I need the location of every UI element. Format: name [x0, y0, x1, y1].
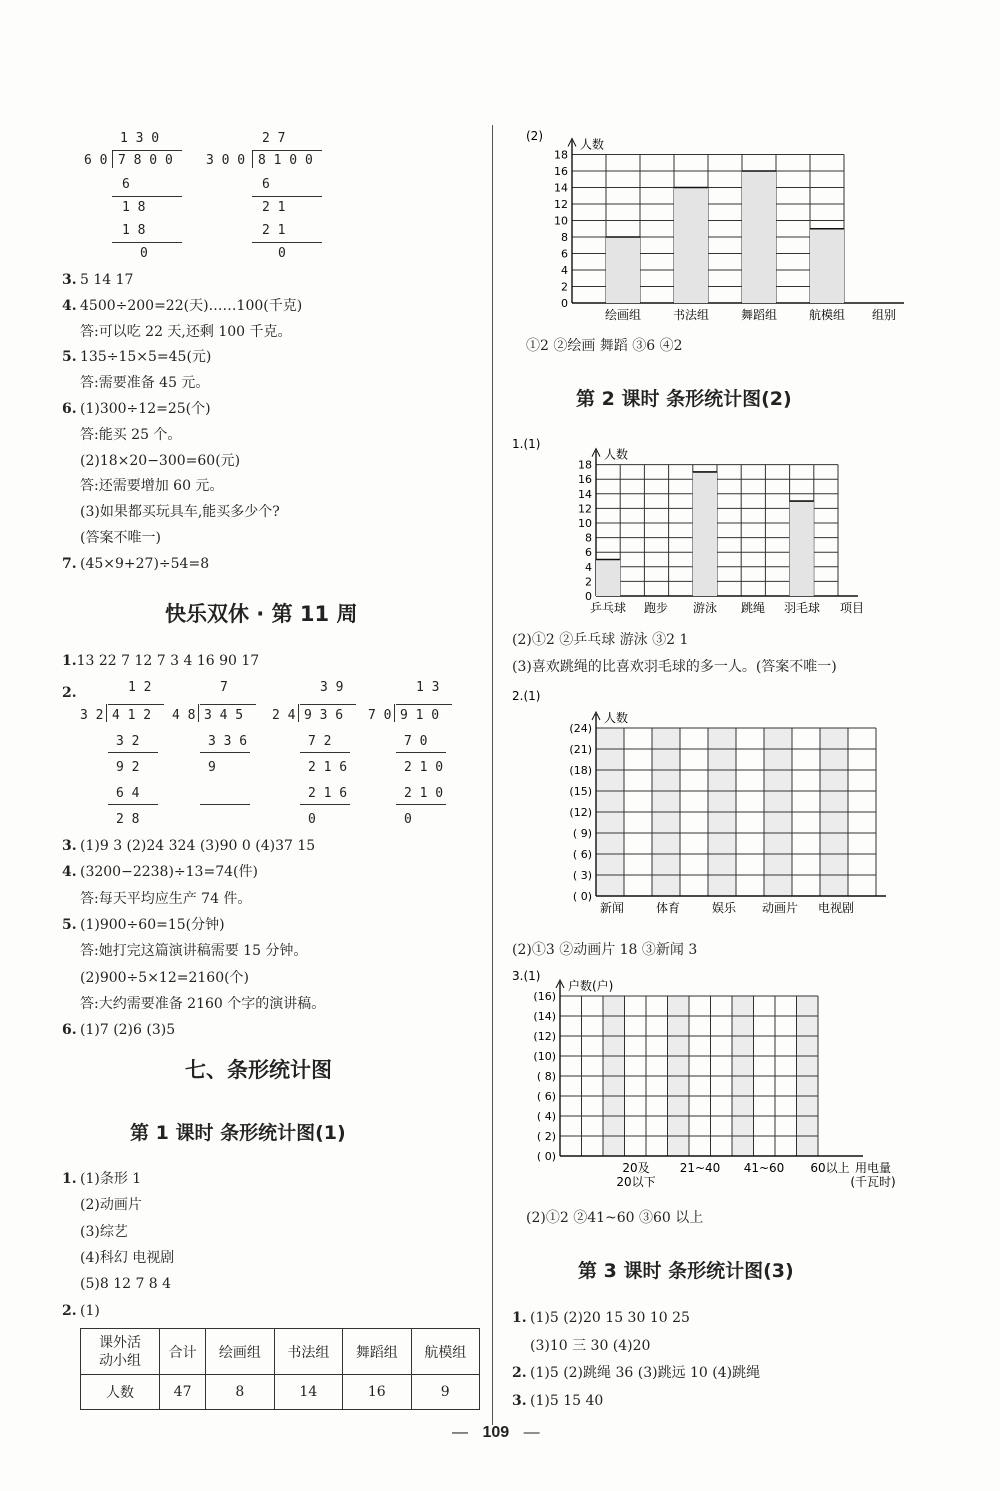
category-label: 跳绳 — [740, 601, 766, 615]
tick-label: 6 — [561, 247, 568, 261]
answer-text: (4)科幻 电视剧 — [80, 1249, 175, 1266]
division-line — [396, 752, 446, 753]
bar — [606, 237, 640, 303]
tick-label: 4 — [585, 560, 592, 574]
category-label: 绘画组 — [604, 308, 642, 322]
question-number: 2. — [62, 1302, 77, 1319]
division-d: 2 4 — [272, 708, 296, 723]
tick-label: 16 — [554, 165, 568, 178]
answer-line — [62, 916, 225, 934]
division-b: 9 — [208, 760, 216, 775]
tick-label: 10 — [578, 517, 592, 530]
division-line — [108, 752, 158, 753]
question-number: 1. — [62, 1171, 77, 1187]
tick-label: ( 6) — [572, 848, 592, 861]
answer-line — [62, 1170, 141, 1188]
division-n: 9 1 0 — [400, 708, 440, 723]
division-a: 7 2 — [308, 734, 332, 749]
remainder: 0 — [140, 246, 148, 261]
answer-line — [62, 995, 325, 1013]
division-d: 3 2 — [80, 708, 104, 723]
answer-text: 答:可以吃 22 天,还剩 100 千克。 — [80, 323, 292, 340]
tick-label: 8 — [585, 531, 592, 545]
bar-chart-3 — [508, 688, 888, 918]
tick-label: ( 3) — [572, 869, 592, 882]
answer-line — [512, 1337, 650, 1355]
category-label: 游泳 — [692, 601, 718, 615]
answer-text: 答:大约需要准备 2160 个字的演讲稿。 — [80, 995, 326, 1012]
answer-text: 答:还需要增加 60 元。 — [80, 478, 224, 495]
answer-text: (2)900÷5×12=2160(个) — [80, 969, 250, 986]
tick-label: 2 — [585, 575, 592, 589]
answer-line — [62, 529, 161, 547]
chart-label: 3.(1) — [512, 969, 541, 983]
tick-label: (15) — [569, 785, 592, 798]
question-number: 1. — [62, 653, 77, 669]
answer-text: 135÷15×5=45(元) — [80, 349, 212, 366]
division-line — [396, 704, 452, 705]
partial-product: 6 — [262, 177, 270, 192]
tick-label: 18 — [578, 458, 592, 472]
division-c: 2 1 0 — [404, 786, 444, 801]
answer-text: (5)8 12 7 8 4 — [80, 1276, 172, 1293]
answer-line — [62, 323, 292, 341]
chart-label: 1.(1) — [512, 437, 541, 451]
table-header-cell: 书法组 — [274, 1329, 342, 1375]
answer-line — [62, 1249, 174, 1267]
page-number: 109 — [482, 1424, 510, 1441]
quotient: 1 3 0 — [120, 131, 160, 146]
answer-line — [62, 374, 209, 392]
bar — [810, 229, 844, 303]
division-a: 7 0 — [404, 734, 428, 749]
tick-label: ( 6) — [536, 1090, 556, 1103]
lesson-title-3: 第 3 课时 条形统计图(3) — [578, 1260, 794, 1282]
tick-label: 4 — [561, 264, 568, 277]
question-number: 1. — [512, 1310, 527, 1326]
answer-text: 答:每天平均应生产 74 件。 — [80, 890, 252, 907]
table-header-cell: 航模组 — [411, 1329, 479, 1375]
division-d: 7 0 — [368, 708, 392, 723]
answer-text: 答:能买 25 个。 — [80, 426, 182, 443]
tick-label: 8 — [561, 231, 568, 244]
answer-text: (1)5 (2)跳绳 36 (3)跳远 10 (4)跳绳 — [530, 1365, 761, 1381]
division-bracket — [106, 704, 107, 722]
answer-text: (1)9 3 (2)24 324 (3)90 0 (4)37 15 — [80, 838, 316, 854]
tick-label: (21) — [569, 743, 592, 756]
tick-label: 2 — [561, 280, 568, 294]
tick-label: ( 2) — [536, 1130, 556, 1143]
x-axis-label: 用电量 — [854, 1161, 892, 1175]
division-c: 6 4 — [116, 786, 140, 801]
answer-line — [62, 555, 209, 573]
division-q: 1 2 — [128, 680, 152, 695]
tick-label: 10 — [554, 214, 568, 228]
answer-line: (2)①2 ②乒乓球 游泳 ③2 1 — [512, 632, 689, 648]
category-label: 乒乓球 — [589, 601, 627, 615]
table-cell: 人数 — [81, 1375, 160, 1410]
x-axis-label: 项目 — [839, 601, 865, 615]
answer-text: (2)18×20−300=60(元) — [80, 452, 241, 469]
answer-line — [62, 890, 251, 908]
quotient: 2 7 — [262, 131, 286, 146]
table-header-cell: 课外活 动小组 — [81, 1329, 160, 1375]
category-label: 跑步 — [643, 601, 669, 615]
tick-label: (16) — [533, 990, 556, 1003]
question-number: 2. — [512, 1365, 527, 1381]
division-r: 0 — [308, 812, 316, 827]
answer-text: (1)5 15 40 — [530, 1392, 604, 1409]
answer-line — [62, 1021, 175, 1039]
answer-line — [62, 1302, 100, 1320]
division-b: 2 1 6 — [308, 760, 348, 775]
category-label: 娱乐 — [711, 901, 737, 915]
tick-label: 14 — [554, 181, 568, 195]
tick-label: ( 8) — [536, 1070, 556, 1083]
y-axis-label: 人数 — [604, 711, 629, 725]
category-label: 20及 — [622, 1161, 650, 1175]
division-bracket — [298, 704, 299, 722]
bar — [742, 171, 776, 303]
question-number: 3. — [62, 838, 77, 854]
dividend: 8 1 0 0 — [258, 153, 313, 168]
tick-label: (10) — [533, 1050, 556, 1063]
division-r: 2 8 — [116, 812, 140, 827]
answer-line — [62, 1275, 171, 1293]
divisor: 3 0 0 — [206, 153, 246, 168]
answer-text: 答:需要准备 45 元。 — [80, 375, 210, 392]
x-axis-label: 组别 — [871, 308, 897, 322]
tick-label: (18) — [569, 764, 592, 777]
lesson-title-1: 第 1 课时 条形统计图(1) — [130, 1122, 346, 1144]
division-n: 4 1 2 — [112, 708, 152, 723]
y-axis-label: 户数(户) — [568, 979, 614, 993]
division-q: 7 — [220, 680, 228, 695]
tick-label: 6 — [585, 546, 592, 560]
answer-text: 答:她打完这篇演讲稿需要 15 分钟。 — [80, 943, 308, 960]
question-number: 5. — [62, 349, 77, 366]
answer-text: 4500÷200=22(天)……100(千克) — [80, 297, 303, 314]
category-label: 航模组 — [808, 308, 846, 322]
category-label: 21~40 — [679, 1161, 721, 1175]
table-cell: 16 — [343, 1375, 411, 1410]
answer-line: ①2 ②绘画 舞蹈 ③6 ④2 — [526, 338, 683, 354]
answer-line — [62, 969, 249, 987]
tick-label: 16 — [578, 473, 592, 487]
category-label: 电视剧 — [817, 901, 855, 915]
division-line — [200, 804, 250, 805]
table-header-cell: 舞蹈组 — [343, 1329, 411, 1375]
category-label: 60以上 — [810, 1161, 850, 1175]
division-line — [108, 704, 164, 705]
answer-text: (3)综艺 — [80, 1223, 128, 1240]
division-q: 3 9 — [320, 680, 344, 695]
answer-line — [62, 503, 280, 521]
lesson-title-2: 第 2 课时 条形统计图(2) — [576, 388, 792, 410]
answer-line — [62, 652, 259, 670]
category-label: 舞蹈组 — [740, 308, 778, 322]
tick-label: (24) — [569, 722, 592, 735]
answer-line — [62, 837, 315, 855]
tick-label: 18 — [554, 148, 568, 162]
answer-line — [62, 271, 133, 289]
x-axis-unit: (千瓦时) — [850, 1175, 896, 1189]
question-number: 4. — [62, 864, 77, 881]
question-number: 3. — [512, 1392, 527, 1409]
tick-label: (12) — [533, 1030, 556, 1043]
question-number: 2. — [62, 685, 77, 701]
table-cell: 47 — [160, 1375, 206, 1410]
table-cell: 9 — [411, 1375, 479, 1410]
division-n: 9 3 6 — [304, 708, 344, 723]
answer-line — [62, 297, 302, 315]
question-number: 5. — [62, 916, 77, 933]
y-axis-label: 人数 — [580, 137, 605, 152]
tick-label: 14 — [578, 487, 592, 501]
partial-remainder: 2 1 — [262, 200, 286, 215]
answer-text: (3)如果都买玩具车,能买多少个? — [80, 504, 280, 521]
y-axis-label: 人数 — [604, 447, 629, 462]
answer-line: (2)①2 ②41~60 ③60 以上 — [526, 1210, 704, 1226]
answer-line — [62, 863, 258, 881]
tick-label: ( 4) — [536, 1110, 556, 1123]
chart-label: (2) — [526, 129, 543, 143]
table-cell: 14 — [274, 1375, 342, 1410]
tick-label: 0 — [561, 297, 568, 310]
bar — [693, 472, 717, 596]
answer-line — [62, 426, 181, 444]
divisor: 6 0 — [84, 153, 108, 168]
bar-chart-1 — [520, 128, 910, 328]
bar — [596, 560, 620, 597]
tick-label: (12) — [569, 806, 592, 819]
partial-product: 2 1 — [262, 223, 286, 238]
division-bracket — [198, 704, 199, 722]
answer-line — [512, 1392, 603, 1410]
division-bracket — [252, 150, 253, 168]
answer-text: (1)5 (2)20 15 30 10 25 — [530, 1310, 690, 1326]
remainder: 0 — [278, 246, 286, 261]
category-label: 20以下 — [616, 1175, 656, 1189]
answer-line — [62, 400, 211, 418]
chapter-title: 七、条形统计图 — [185, 1058, 332, 1082]
table-header-cell: 绘画组 — [206, 1329, 274, 1375]
division-bar — [112, 150, 182, 151]
division-line — [300, 804, 350, 805]
column-divider — [492, 125, 493, 1425]
answer-text: (3)10 三 30 (4)20 — [530, 1337, 651, 1354]
table-header-cell: 合计 — [160, 1329, 206, 1375]
question-number: 4. — [62, 297, 77, 314]
division-line — [252, 196, 322, 197]
tick-label: 0 — [585, 590, 592, 603]
answer-line — [512, 1364, 760, 1382]
division-bracket — [112, 150, 113, 168]
division-bar — [252, 150, 322, 151]
answer-line — [62, 1196, 142, 1214]
division-line — [112, 196, 182, 197]
category-label: 动画片 — [761, 901, 799, 915]
answer-text: (2)动画片 — [80, 1197, 142, 1214]
division-line — [396, 804, 446, 805]
answer-text: (1)900÷60=15(分钟) — [80, 916, 225, 933]
category-label: 新闻 — [599, 901, 625, 915]
division-r: 0 — [404, 812, 412, 827]
chart-label: 2.(1) — [512, 689, 541, 703]
answer-line: (2)①3 ②动画片 18 ③新闻 3 — [512, 942, 698, 958]
question-number: 7. — [62, 555, 77, 572]
question-number: 6. — [62, 401, 77, 417]
division-line — [252, 242, 322, 243]
answer-text: 5 14 17 — [80, 272, 134, 288]
partial-product: 1 8 — [122, 223, 146, 238]
bar-chart-4 — [508, 968, 918, 1198]
answer-text: (1)条形 1 — [80, 1171, 142, 1187]
answer-line — [62, 1223, 128, 1241]
question-number: 3. — [62, 272, 77, 288]
category-label: 书法组 — [672, 308, 710, 322]
tick-label: ( 0) — [536, 1150, 556, 1163]
tick-label: (14) — [533, 1010, 556, 1023]
division-b: 2 1 0 — [404, 760, 444, 775]
partial-remainder: 1 8 — [122, 200, 146, 215]
answer-line — [62, 477, 223, 495]
dividend: 7 8 0 0 — [118, 153, 173, 168]
tick-label: ( 0) — [572, 890, 592, 903]
division-line — [112, 242, 182, 243]
tick-label: 12 — [554, 198, 568, 211]
bar — [674, 188, 708, 304]
tick-label: 12 — [578, 502, 592, 516]
category-label: 羽毛球 — [783, 601, 821, 615]
answer-text: (45×9+27)÷54=8 — [80, 555, 210, 572]
division-line — [200, 704, 256, 705]
division-q: 1 3 — [416, 680, 440, 695]
answer-line — [62, 348, 211, 366]
table-cell: 8 — [206, 1375, 274, 1410]
answer-text: (答案不唯一) — [80, 530, 161, 546]
answer-line — [512, 1309, 690, 1327]
bar-chart-2 — [508, 436, 868, 626]
division-a: 3 2 — [116, 734, 140, 749]
question-number: 6. — [62, 1022, 77, 1039]
section-title-week11: 快乐双休 · 第 11 周 — [165, 602, 358, 626]
answer-line — [62, 452, 240, 470]
division-line — [300, 752, 350, 753]
table-header-row — [81, 1329, 480, 1375]
category-label: 体育 — [655, 901, 681, 915]
division-a: 3 3 6 — [208, 734, 248, 749]
answer-text: 13 22 7 12 7 3 4 16 90 17 — [76, 653, 260, 669]
tick-label: ( 9) — [572, 827, 592, 840]
answer-text: (1) — [80, 1302, 100, 1319]
answer-text: (1)7 (2)6 (3)5 — [80, 1022, 176, 1039]
division-bracket — [394, 704, 395, 722]
page-number-row: — 109 — — [452, 1424, 540, 1441]
activity-table — [80, 1328, 480, 1410]
division-c: 2 1 6 — [308, 786, 348, 801]
bar — [790, 501, 814, 596]
division-line — [200, 752, 250, 753]
answer-text: (3200−2238)÷13=74(件) — [80, 864, 258, 881]
division-line — [300, 704, 356, 705]
division-line — [108, 804, 158, 805]
answer-line: (3)喜欢跳绳的比喜欢羽毛球的多一人。(答案不唯一) — [512, 659, 837, 675]
division-b: 9 2 — [116, 760, 140, 775]
partial-product: 6 — [122, 177, 130, 192]
category-label: 41~60 — [743, 1161, 785, 1175]
division-d: 4 8 — [172, 708, 196, 723]
table-row — [81, 1375, 480, 1410]
answer-text: (1)300÷12=25(个) — [80, 401, 211, 417]
division-n: 3 4 5 — [204, 708, 244, 723]
answer-line — [62, 942, 307, 960]
